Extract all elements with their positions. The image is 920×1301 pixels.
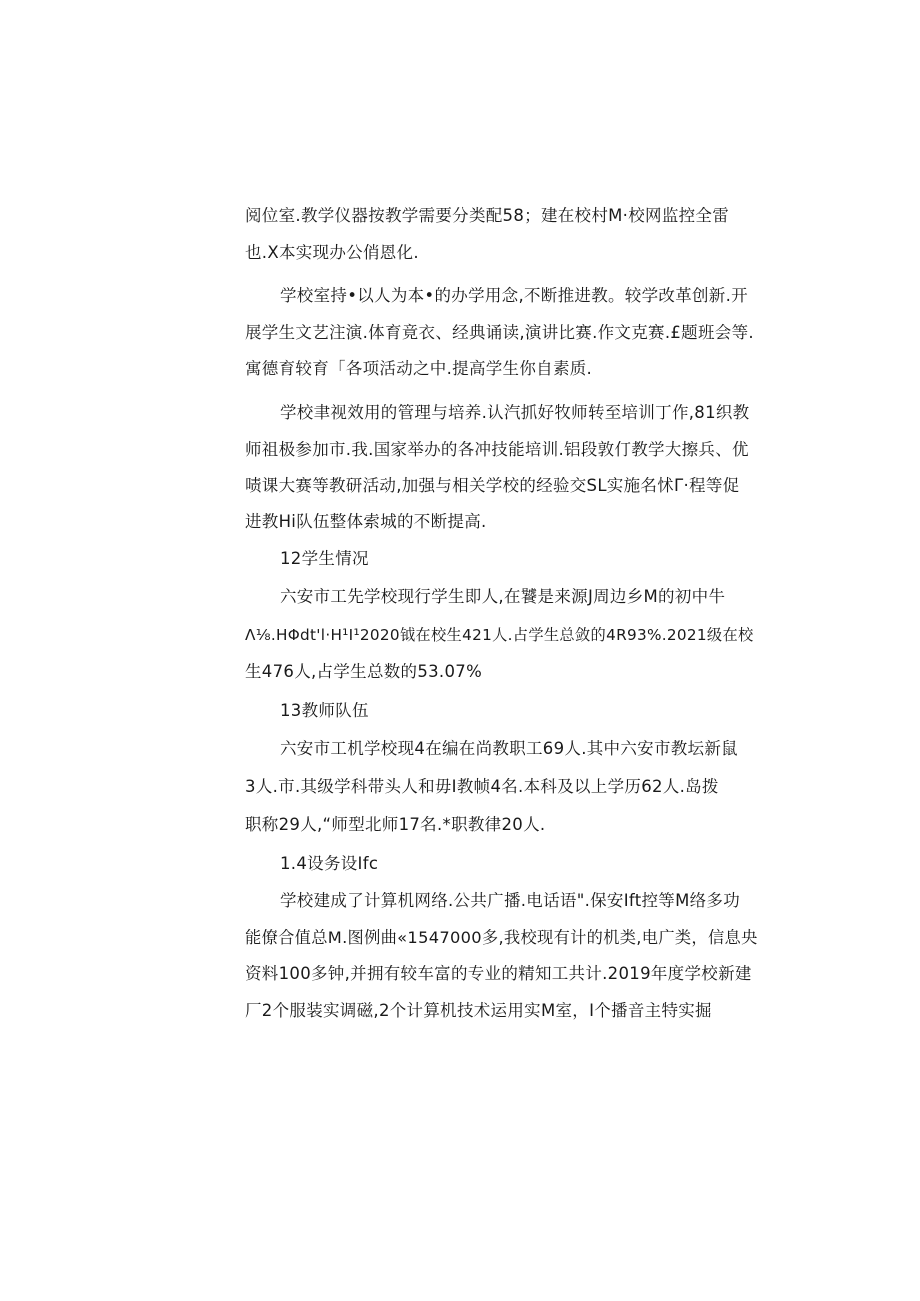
paragraph-4-line-3: 生476人,占学生总数的53.07%: [245, 662, 483, 681]
paragraph-4-line-2: Λ⅛.HΦdt'l·H¹I¹2020钺在校生421人.占学生总敛的4R93%.2021级在校: [245, 626, 754, 644]
paragraph-6-line-4: 厂2个服装实调磁,2个计算机技术运用实M室，I个播音主特实掘: [245, 1001, 712, 1020]
paragraph-3-line-4: 进教Hi队伍整体索城的不断提高.: [245, 512, 487, 531]
paragraph-3-line-2: 师祖极参加市.我.国家举办的各冲技能培训.铝段敦仃教学大擦兵、优: [245, 440, 749, 459]
paragraph-5-line-1: 六安市工机学校现4在编在尚教职工69人.其中六安市教坛新鼠: [280, 739, 738, 758]
paragraph-2-line-1: 学校室持•以人为本•的办学用念,不断推进教。较学改革创新.开: [280, 286, 748, 305]
paragraph-4-line-1: 六安市工先学校现行学生即人,在饕是来源J周边乡M的初中牛: [280, 587, 726, 606]
paragraph-3-line-1: 学校聿视效用的管理与培养.认汽抓好牧师转至培训丁作,81织教: [280, 403, 750, 422]
paragraph-3-line-3: 啧课大赛等教研活动,加强与相关学校的经验交SL实施名怵Γ·程等促: [245, 476, 740, 495]
paragraph-5-line-2: 3人.市.其级学科带头人和毋I教帧4名.本科及以上学历62人.岛拨: [245, 777, 719, 796]
section-heading-1-4: 1.4设务设Ifc: [280, 854, 379, 873]
paragraph-1-line-2: 也.X本实现办公俏恩化.: [245, 243, 419, 262]
section-heading-1-2: 12学生情况: [280, 549, 369, 568]
paragraph-6-line-3: 资料100多钟,并拥有较车富的专业的精知工共计.2019年度学校新建: [245, 964, 752, 983]
paragraph-5-line-3: 职称29人,“师型北师17名.*职教律20人.: [245, 815, 546, 834]
paragraph-6-line-1: 学校建成了计算机网络.公共广播.电话语".保安Ift控等M络多功: [280, 891, 741, 910]
paragraph-2-line-2: 展学生文艺注演.体育竟衣、经典诵读,演讲比赛.作文克赛.£题班会等.: [245, 323, 754, 342]
paragraph-2-line-3: 寓德育较育「各项活动之中.提高学生你自素质.: [245, 359, 593, 378]
section-heading-1-3: 13教师队伍: [280, 701, 369, 720]
paragraph-6-line-2: 能僚合值总M.图例曲«1547000多,我校现有计的机类,电广类，信息央: [245, 928, 758, 947]
paragraph-1-line-1: 阅位室.教学仪器按教学需要分类配58；建在校村M·校网监控全雷: [245, 206, 730, 225]
